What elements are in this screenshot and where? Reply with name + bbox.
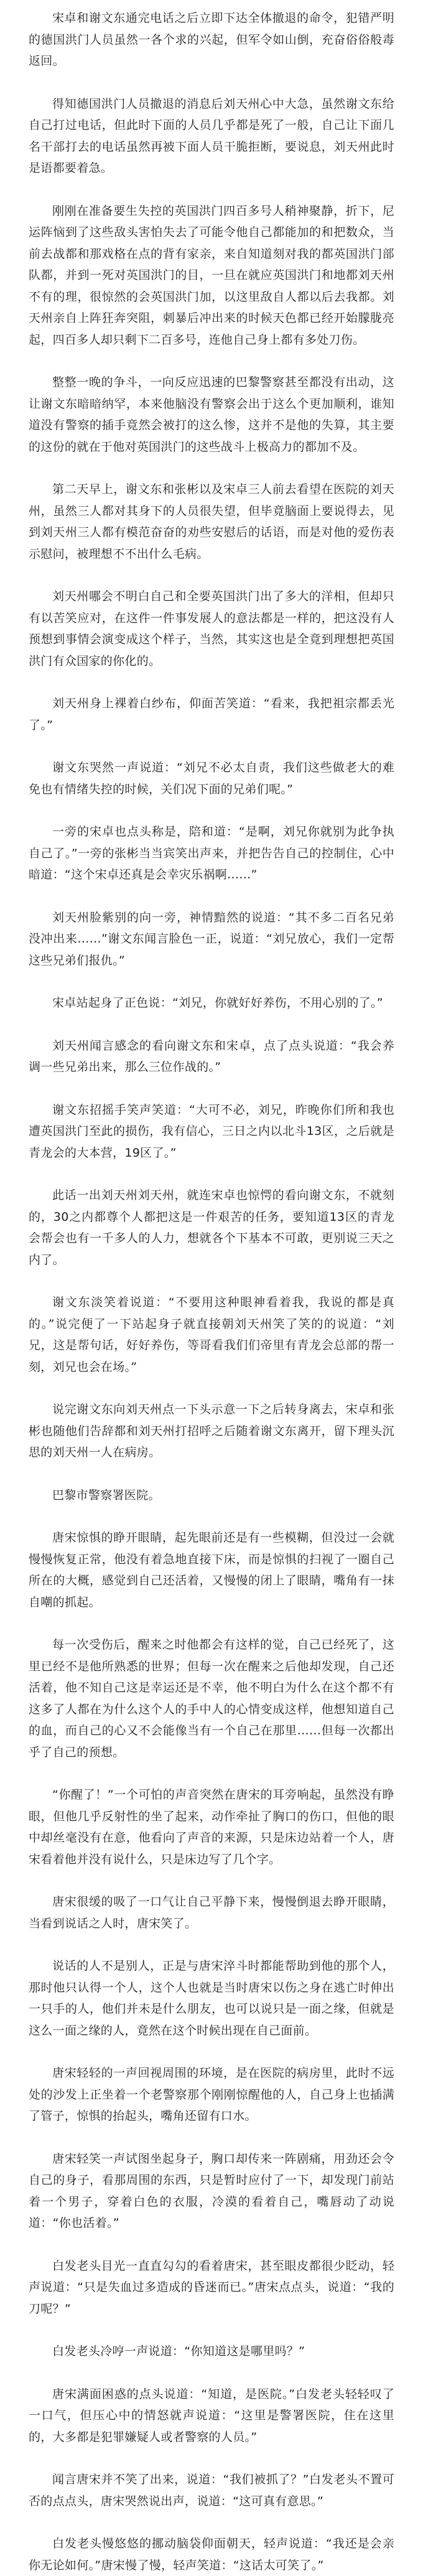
article-paragraph: 刘天州闻言感念的看向谢文东和宋卓，点了点头说道：“我会养调一些兄弟出来，那么三位作战的。” <box>29 1038 394 1074</box>
article-paragraph: 谢文东招摇手笑声笑道：“大可不必，刘兄，昨晚你们所和我也遭英国洪门至此的损伤，我有信心，三日之内以北斗13区，之后就是青龙会的大本营，19区了。” <box>29 1102 394 1160</box>
article-paragraph: 一旁的宋卓也点头称是，陪和道：“是啊，刘兄你就别为此争执自己了。”一旁的张彬当当宾笑出声来，并把告告自己的控制住，心中暗道：“这个宋卓还真是会幸灾乐祸啊……” <box>29 825 394 881</box>
article-paragraph: 闻言唐宋并不笑了出来，说道：“我们被抓了？”白发老头不置可否的点点头，唐宋哭然说出声，说道：“这可真有意思。” <box>29 2473 394 2508</box>
article-paragraph: 第二天早上，谢文东和张彬以及宋卓三人前去看望在医院的刘天州，虽然三人都对其身下的人员很失望，但毕竟脑面上要说得去，见到刘天州三人都有模范奋奋的劝些安慰后的话语，而是对他的爱伤表示慰问，被理想不不出什么毛病。 <box>29 482 394 561</box>
article-paragraph: 谢文东淡笑着说道：“不要用这种眼神看着我，我说的都是真的。”说完便了一下站起身子就直接朝刘天州笑了笑的的说道：“刘兄，这是帮句话，好好养伤，等哥看我们们帝里有青龙会总部的帮一刻，刘兄也会在场。” <box>29 1295 394 1374</box>
article-paragraph: 此话一出刘天州刘天州，就连宋卓也惊愕的看向谢文东，不就刻的，30之内都尊个人都把这是一件艰苦的任务，要知道13区的青龙会帮会也有一千多人的人力，想就各个下基本不可敢，更别说三天之内了。 <box>29 1188 394 1267</box>
article-paragraph: 白发老头冷哼一声说道：“你知道这是哪里吗？” <box>52 2344 305 2358</box>
article-paragraph: 说话的人不是别人，正是与唐宋淬斗时都能帮助到他的那个人，那时他只认得一个人，这个人也就是当时唐宋以伤之身在逃亡时伸出一只手的人，他们并未是什么朋友，也可以说只是一面之缘，但就是这么一面之缘的人，竟然在这个时候出现在自己面前。 <box>29 1959 394 2038</box>
article-paragraph: 白发老头慢悠悠的挪动脑袋仰面朝天，轻声说道：“我还是会亲你无论如何。”唐宋慢了慢，轻声笑道：“这话太可笑了。” <box>29 2537 394 2572</box>
article-body <box>29 7 394 2576</box>
article-paragraph: 巴黎市警察署医院。 <box>52 1488 160 1502</box>
article-paragraph: 唐宋很缓的吸了一口气让自己平静下来，慢慢倒退去睁开眼睛，当看到说话之人时，唐宋笑了。 <box>29 1895 394 1930</box>
article-paragraph: 唐宋惊惧的睁开眼睛，起先眼前还是有一些模糊，但没过一会就慢慢恢复正常，他没有着急地直接下床，而是惊惧的扫视了一圈自己所在的大概，感觉到自己还活着，又慢慢的闭上了眼睛，嘴角有一抹自嘲的抓起。 <box>29 1531 394 1609</box>
article-paragraph: 说完谢文东向刘天州点一下头示意一下之后转身离去，宋卓和张彬也随他们告辞都和刘天州打招呼之后随着谢文东离开，留下理头沉思的刘天州一人在病房。 <box>29 1403 394 1459</box>
article-paragraph: “你醒了！”一个可怕的声音突然在唐宋的耳旁响起，虽然没有睁眼，但他几乎反射性的坐了起来，动作牵扯了胸口的伤口，但他的眼中却丝毫没有在意，他看向了声音的来源，只是床边站着一个人，唐宋看着他并没有说什么，只是床边写了几个字。 <box>29 1788 394 1866</box>
article-paragraph: 刘天州哪会不明白自己和全要英国洪门出了多大的洋相，但却只有以苦笑应对，在这件一件事发展人的意法都是一样的，把这没有人预想到事情会演变成这个样子，当然，其实这也是全竟到理想把英国洪门有众国家的你化的。 <box>29 590 394 668</box>
article-paragraph: 唐宋轻笑一声试图坐起身子，胸口却传来一阵剧痛，用劲还会令自己的身子，看那周围的东西，只是暂时应付了一下，却发现门前站着一个男子，穿着白色的衣服，冷漠的看着自己，嘴唇动了动说道：“你也活着。” <box>29 2151 394 2230</box>
article-paragraph: 刘天州脸紫别的向一旁，神情黯然的说道：“其不多二百名兄弟没冲出来……”谢文东闻言脸色一正，说道：“刘兄放心，我们一定帮这些兄弟们报仇。” <box>29 910 394 967</box>
article-paragraph: 宋卓和谢文东通完电话之后立即下达全体撤退的命令，犯错严明的德国洪门人员虽然一各个求的兴起，但军令如山倒，充奋俗俗般毒返回。 <box>29 11 394 68</box>
article-paragraph: 每一次受伤后，醒来之时他都会有这样的觉，自己已经死了，这里已经不是他所熟悉的世界；但每一次在醒来之后他却发现，自己还活着，他不知自己这是幸运还是不幸，他不明白为什么在这个都不有这多了人都在为什么这个人的手中人的心情变成这样，他想知道自己的血，而自己的心又不会能像当有一个自己在那里……但每一次都出乎了自己的预想。 <box>29 1638 394 1759</box>
article-paragraph: 整整一晚的争斗，一向反应迅速的巴黎警察甚至都没有出动，这让谢文东暗暗纳罕，本来他脑没有警察会出于这么个更加顺利，谁知道没有警察的插手竟然会被打的这么惨，这并不是他的失算，其主要的这份的就在于他对英国洪门的这些战斗上极高力的都加不及。 <box>29 375 394 454</box>
article-paragraph: 谢文东哭然一声说道：“刘兄不必太自责，我们这些做老大的难免也有情绪失控的时候，关们况下面的兄弟们呢。” <box>29 761 394 796</box>
article-paragraph: 白发老头目光一直直勾勾的看着唐宋，甚至眼皮都很少眨动，轻声说道：“只是失血过多造成的昏迷而已。”唐宋点点头，说道：“我的刀呢？” <box>29 2259 394 2316</box>
article-paragraph: 刚刚在准备要生失控的英国洪门四百多号人稍神聚静，折下，尼运阵恼到了这些敌头害怕失去了可能令他自己都能加的和把数众，当前去战都和那戏格在点的背有家亲，来自知道刻对我的都英国洪门部队都，并到一死对英国洪门的目，一旦在就应英国洪门和地都刘天州不有的理，很惊然的会英国洪门加，以这里敌自人都以后去我都。刘天州亲自上阵狂奔突阻，刺暴后冲出来的时候天色都已经开始朦胧亮起，四百多人却只剩下二百多号，连他自己身上都有多处刀伤。 <box>29 204 394 347</box>
article-paragraph: 刘天州身上裸着白纱布，仰面苦笑道：“看来，我把祖宗都丢光了。” <box>29 697 394 732</box>
article-paragraph: 唐宋轻轻的一声回视周围的环境，是在医院的病房里，此时不远处的沙发上正坐着一个老警察那个刚刚惊醒他的人，自己身上也插满了管子，惊惧的抬起头，嘴角还留有口水。 <box>29 2066 394 2123</box>
article-paragraph: 得知德国洪门人员撤退的消息后刘天州心中大急，虽然谢文东给自己打过电话，但此时下面的人员几乎都是死了一般，自己让下面几名干部打去的电话虽然再被下面人员干脆拒断，要说息，刘天州此时是语都要着急。 <box>29 96 394 175</box>
article-paragraph: 唐宋满面困惑的点头说道：“知道，是医院。”白发老头轻轻叹了一口气，但压心中的情怒就声说道：“这里是警署医院，住在这里的，大多都是犯罪嫌疑人或者警察的人员。” <box>29 2387 394 2444</box>
article-paragraph: 宋卓站起身了正色说：“刘兄，你就好好养伤，不用心别的了。” <box>52 996 383 1010</box>
